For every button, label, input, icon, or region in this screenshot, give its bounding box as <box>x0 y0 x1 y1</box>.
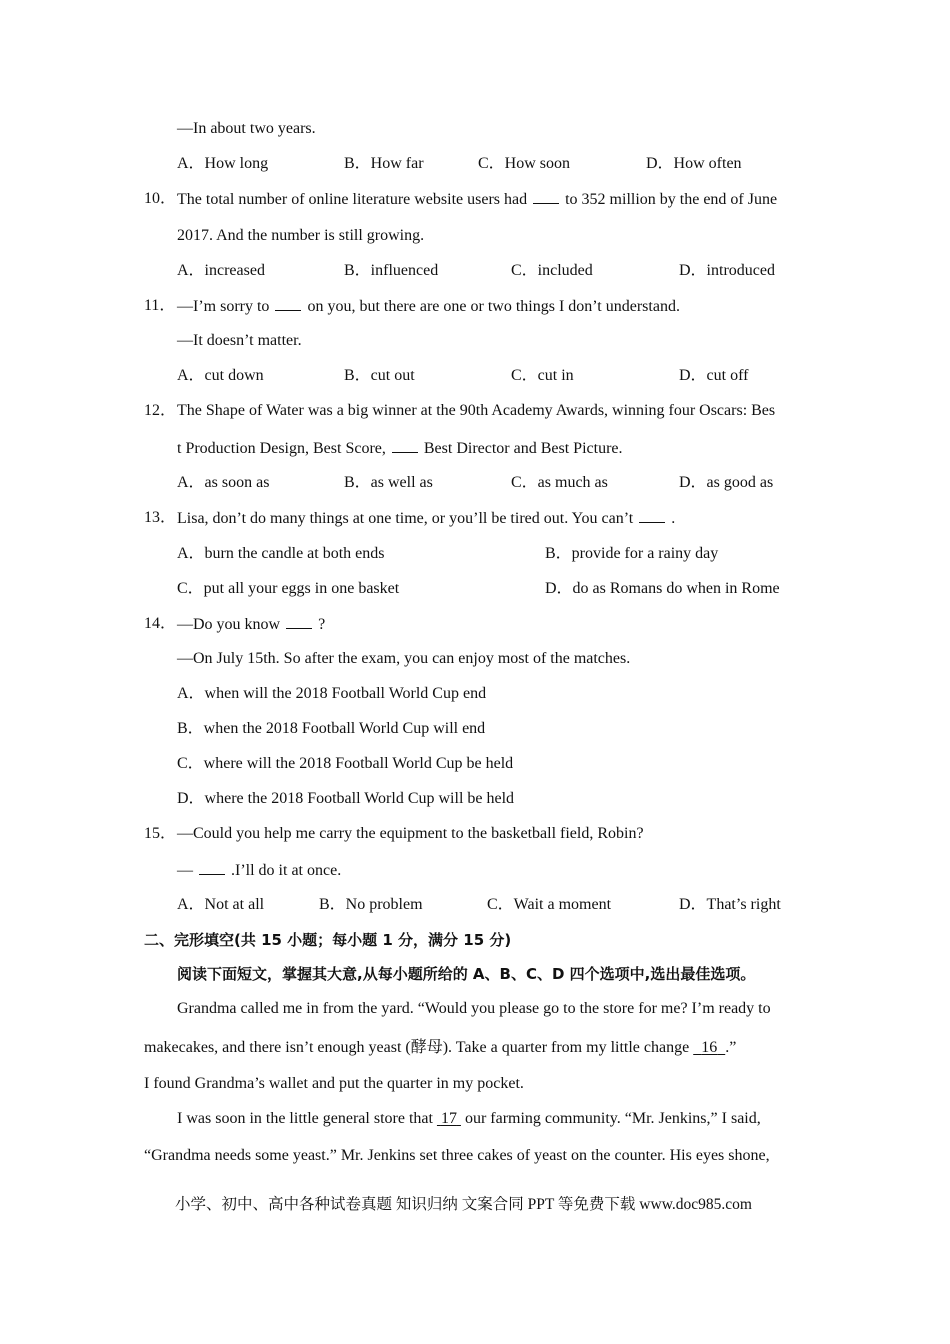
passage-line-3: I found Grandma’s wallet and put the quarter in my pocket. <box>144 1075 524 1092</box>
answer-blank[interactable] <box>639 508 665 523</box>
passage-line-1: Grandma called me in from the yard. “Would you please go to the store for me? I’m ready to <box>177 1000 771 1017</box>
cloze-blank-17[interactable]: 17 <box>440 1110 457 1127</box>
q12-stem-line1: The Shape of Water was a big winner at the 90th Academy Awards, winning four Oscars: Bes <box>177 402 776 419</box>
q15-stem-line2: — .I’ll do it at once. <box>177 862 342 879</box>
q13-option-b[interactable]: B．provide for a rainy day <box>545 545 719 562</box>
q11-stem-line1: —I’m sorry to on you, but there are one or two things I don’t understand. <box>177 298 680 315</box>
q13-option-d[interactable]: D．do as Romans do when in Rome <box>545 580 780 597</box>
q10-option-b[interactable]: B．influenced <box>344 262 439 279</box>
q9-option-c[interactable]: C．How soon <box>478 155 571 172</box>
q10-number: 10． <box>144 190 177 207</box>
q13-number: 13． <box>144 509 177 526</box>
q10-option-d[interactable]: D．introduced <box>679 262 775 279</box>
passage-line-5: “Grandma needs some yeast.” Mr. Jenkins set three cakes of yeast on the counter. His eyes shone, <box>144 1147 770 1164</box>
q11-number: 11． <box>144 297 176 314</box>
q9-option-d[interactable]: D．How often <box>646 155 742 172</box>
q9-option-b[interactable]: B．How far <box>344 155 424 172</box>
q15-number: 15． <box>144 825 177 842</box>
q12-option-b[interactable]: B．as well as <box>344 474 433 491</box>
q10-stem-line2: 2017. And the number is still growing. <box>177 227 425 244</box>
q14-option-d[interactable]: D．where the 2018 Football World Cup will be held <box>177 790 515 807</box>
q12-option-d[interactable]: D．as good as <box>679 474 774 491</box>
q9-answer-line: —In about two years. <box>177 120 316 137</box>
answer-blank[interactable] <box>286 614 312 629</box>
q15-option-a[interactable]: A．Not at all <box>177 896 265 913</box>
q9-option-a[interactable]: A．How long <box>177 155 269 172</box>
q15-stem-line1: —Could you help me carry the equipment to the basketball field, Robin? <box>177 825 644 842</box>
passage-line-4: I was soon in the little general store that 17 our farming community. “Mr. Jenkins,” I said, <box>177 1110 761 1127</box>
section2-instruction: 阅读下面短文，掌握其大意,从每小题所给的 A、B、C、D 四个选项中,选出最佳选项。 <box>177 965 756 983</box>
q12-stem-line2: t Production Design, Best Score, Best Director and Best Picture. <box>177 440 623 457</box>
q15-option-d[interactable]: D．That’s right <box>679 896 781 913</box>
section2-heading: 二、完形填空(共 15 小题；每小题 1 分，满分 15 分) <box>144 931 512 949</box>
answer-blank[interactable] <box>199 860 225 875</box>
q14-stem-line2: —On July 15th. So after the exam, you can enjoy most of the matches. <box>177 650 631 667</box>
answer-blank[interactable] <box>392 438 418 453</box>
q13-option-a[interactable]: A．burn the candle at both ends <box>177 545 385 562</box>
q10-option-a[interactable]: A．increased <box>177 262 265 279</box>
q14-option-b[interactable]: B．when the 2018 Football World Cup will end <box>177 720 486 737</box>
page-footer: 小学、初中、高中各种试卷真题 知识归纳 文案合同 PPT 等免费下载 www.doc985.com <box>175 1196 752 1213</box>
q12-option-c[interactable]: C．as much as <box>511 474 608 491</box>
passage-line-2: makecakes, and there isn’t enough yeast (酵母). Take a quarter from my little change 16 .” <box>144 1039 737 1056</box>
q15-option-c[interactable]: C．Wait a moment <box>487 896 612 913</box>
q14-option-a[interactable]: A．when will the 2018 Football World Cup end <box>177 685 487 702</box>
q10-option-c[interactable]: C．included <box>511 262 593 279</box>
q12-number: 12． <box>144 402 177 419</box>
q11-option-a[interactable]: A．cut down <box>177 367 264 384</box>
q11-option-d[interactable]: D．cut off <box>679 367 749 384</box>
q12-option-a[interactable]: A．as soon as <box>177 474 270 491</box>
q14-option-c[interactable]: C．where will the 2018 Football World Cup be held <box>177 755 514 772</box>
q13-stem-line1: Lisa, don’t do many things at one time, or you’ll be tired out. You can’t . <box>177 510 676 527</box>
q13-option-c[interactable]: C．put all your eggs in one basket <box>177 580 400 597</box>
q15-option-b[interactable]: B．No problem <box>319 896 423 913</box>
answer-blank[interactable] <box>533 189 559 204</box>
q14-number: 14． <box>144 615 177 632</box>
q11-stem-line2: —It doesn’t matter. <box>177 332 302 349</box>
q11-option-c[interactable]: C．cut in <box>511 367 574 384</box>
q14-stem-line1: —Do you know ? <box>177 616 326 633</box>
answer-blank[interactable] <box>275 296 301 311</box>
cloze-blank-16[interactable]: 16 <box>701 1039 718 1056</box>
q10-stem-line1: The total number of online literature website users had to 352 million by the end of June <box>177 191 778 208</box>
q11-option-b[interactable]: B．cut out <box>344 367 415 384</box>
